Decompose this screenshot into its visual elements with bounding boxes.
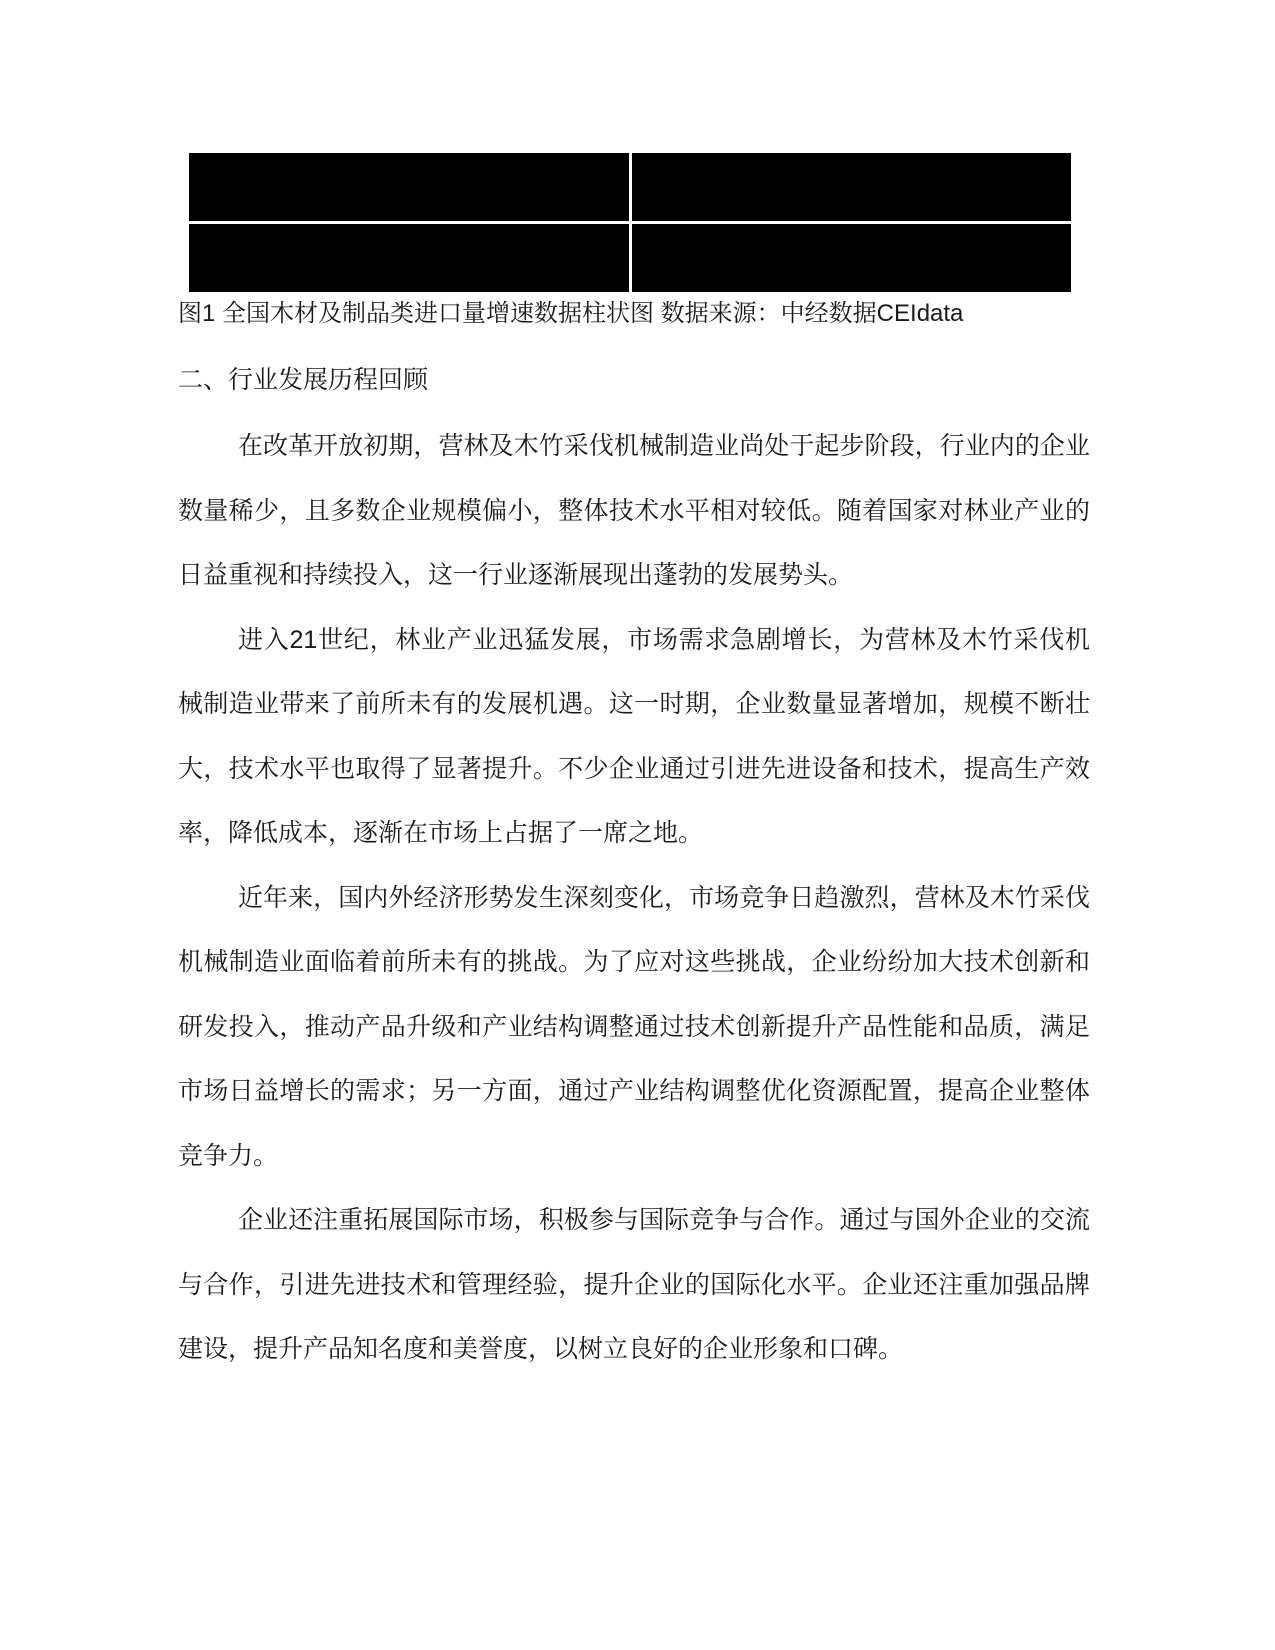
body-text (178, 414, 1090, 1382)
figure-redacted-cell-top-right (632, 153, 1072, 221)
figure-image-redacted (189, 153, 1071, 292)
paragraph-2: 进入21世纪，林业产业迅猛发展，市场需求急剧增长，为营林及木竹采伐机械制造业带来了前所未有的发展机遇。这一时期，企业数量显著增加，规模不断壮大，技术水平也取得了显著提升。不少企业通过引进先进设备和技术，提高生产效率，降低成本，逐渐在市场上占据了一席之地。 (178, 625, 1090, 847)
figure-redacted-cell-top-left (189, 153, 629, 221)
paragraph-1: 在改革开放初期，营林及木竹采伐机械制造业尚处于起步阶段，行业内的企业数量稀少，且多数企业规模偏小，整体技术水平相对较低。随着国家对林业产业的日益重视和持续投入，这一行业逐渐展现出蓬勃的发展势头。 (178, 432, 1090, 589)
paragraph-3: 近年来，国内外经济形势发生深刻变化，市场竞争日趋激烈，营林及木竹采伐机械制造业面临着前所未有的挑战。为了应对这些挑战，企业纷纷加大技术创新和研发投入，推动产品升级和产业结构调整通过技术创新提升产品性能和品质，满足市场日益增长的需求；另一方面，通过产业结构调整优化资源配置，提高企业整体竞争力。 (178, 883, 1090, 1170)
figure-redacted-cell-bottom-left (189, 224, 629, 292)
figure-caption: 图1 全国木材及制品类进口量增速数据柱状图 数据来源：中经数据CEIdata (178, 300, 964, 327)
paragraph-4: 企业还注重拓展国际市场，积极参与国际竞争与合作。通过与国外企业的交流与合作，引进先进技术和管理经验，提升企业的国际化水平。企业还注重加强品牌建设，提升产品知名度和美誉度，以树立良好的企业形象和口碑。 (178, 1206, 1090, 1363)
section-heading: 二、行业发展历程回顾 (178, 366, 429, 394)
figure-redacted-cell-bottom-right (632, 224, 1072, 292)
